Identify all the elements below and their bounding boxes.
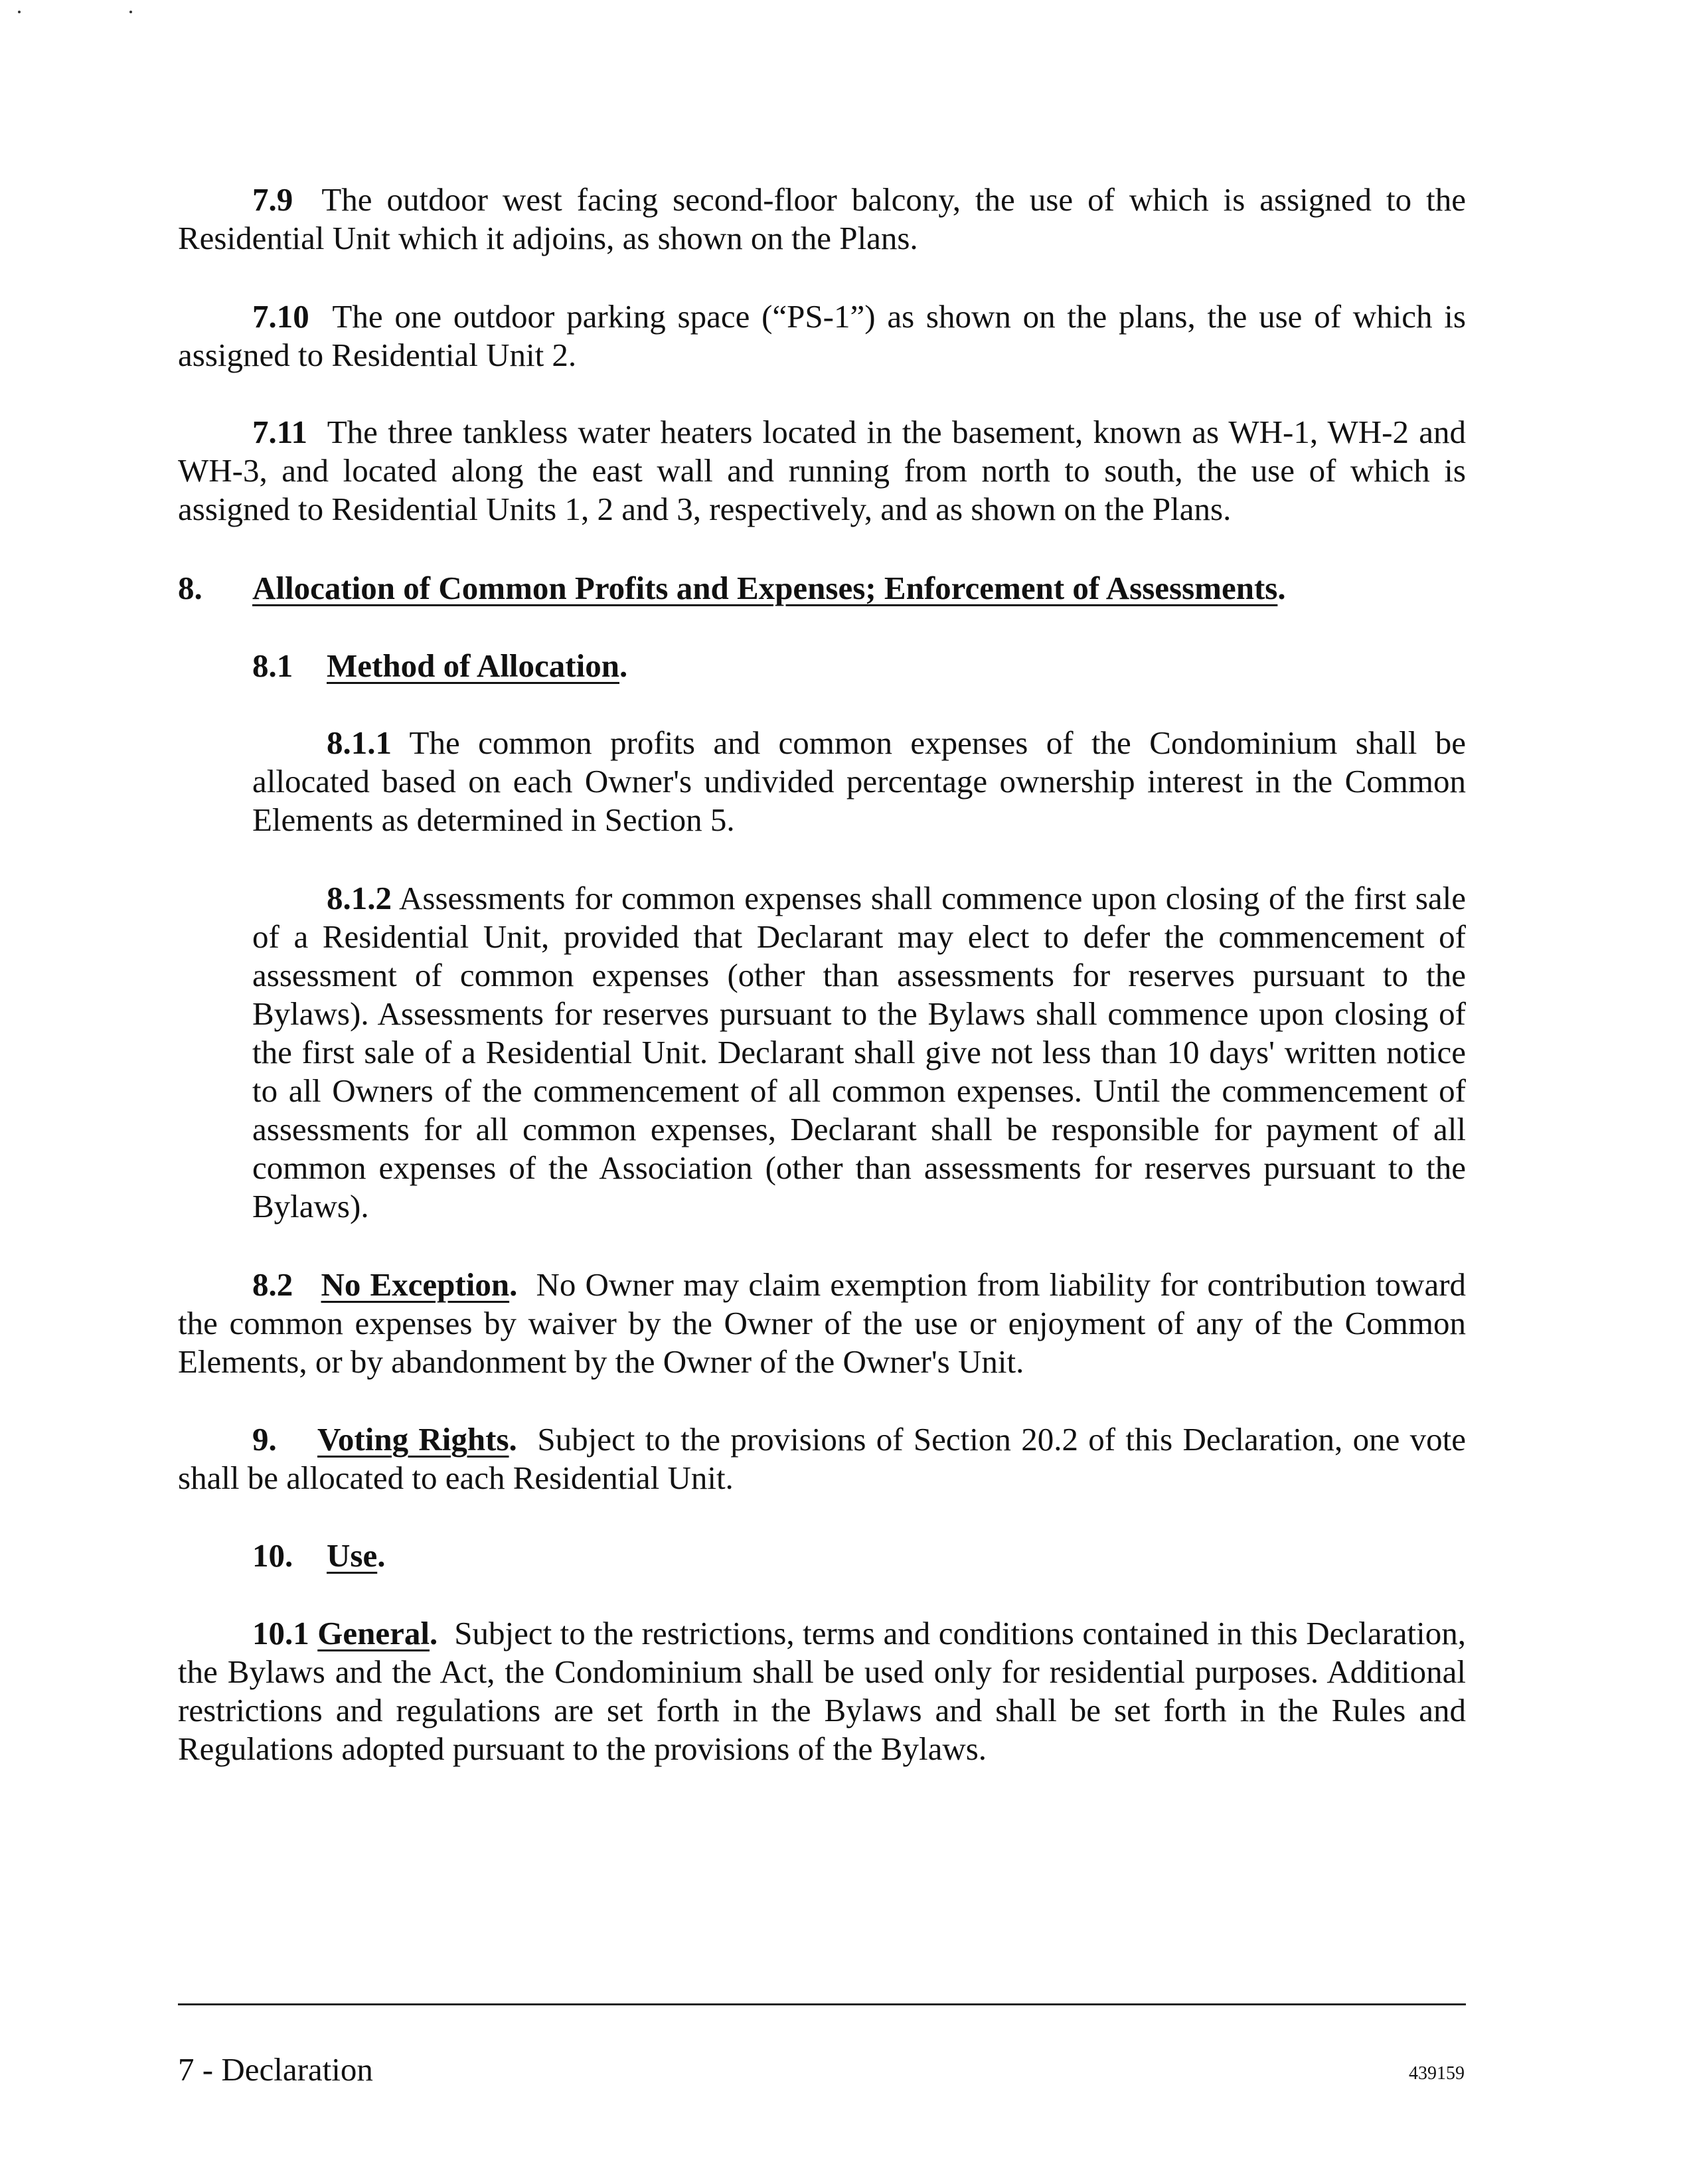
footer-rule [178, 2003, 1466, 2005]
section-8-period: . [1277, 570, 1286, 606]
footer-doc-number: 439159 [1409, 2063, 1465, 2084]
section-7-11-block [178, 413, 1466, 529]
section-10-1-paragraph [178, 1614, 1466, 1768]
section-9-block [178, 1420, 1466, 1497]
section-10-1-period: . [429, 1615, 438, 1651]
section-7-9-paragraph [178, 181, 1466, 258]
footer-page-label: 7 - Declaration [178, 2051, 373, 2088]
section-10-period: . [377, 1537, 386, 1574]
section-7-11-text: The three tankless water heaters located in the basement, known as WH-1, WH-2 and WH-3, and located along the east wall and running from north to south, the use of which is assigned to Residential Units 1, 2 and 3, respectively, and as shown on the Plans. [178, 414, 1466, 527]
section-10-1-number: 10.1 [252, 1615, 309, 1651]
section-7-10-text: The one outdoor parking space (“PS-1”) as shown on the plans, the use of which is assigned to Residential Unit 2. [178, 298, 1466, 373]
section-10-1-block [178, 1614, 1466, 1768]
section-9-number: 9. [252, 1421, 277, 1458]
section-7-10-number: 7.10 [252, 298, 309, 335]
section-10-1-text: Subject to the restrictions, terms and conditions contained in this Declaration, the Bylaws and the Act, the Condominium shall be used only for residential purposes. Additional restrictions and regulations are set forth in the Bylaws and shall be set forth in the Rules and Regulations adopted pursuant to the provisions of the Bylaws. [178, 1615, 1467, 1767]
section-8-1-number: 8.1 [252, 647, 293, 684]
section-7-10-paragraph [178, 297, 1466, 375]
section-8-1-period: . [619, 647, 628, 684]
section-8-title: Allocation of Common Profits and Expenses; Enforcement of Assessments [252, 570, 1278, 606]
section-8-2-title: No Exception [321, 1266, 510, 1303]
section-9-period: . [509, 1421, 517, 1458]
section-7-10-block [178, 297, 1466, 375]
section-8-2-text: No Owner may claim exemption from liability for contribution toward the common expenses by waiver by the Owner of the use or enjoyment of any of the Common Elements, or by abandonment by the Owner of the Owner's Unit. [178, 1266, 1467, 1380]
section-8-1-heading [252, 647, 628, 685]
section-9-title: Voting Rights [317, 1421, 509, 1458]
section-8-1-2-number: 8.1.2 [327, 880, 392, 916]
scan-speck [18, 11, 21, 13]
section-10-title: Use [327, 1537, 378, 1574]
section-8-2-block [178, 1266, 1466, 1381]
section-7-9-number: 7.9 [252, 181, 293, 218]
section-8-2-paragraph [178, 1266, 1466, 1381]
section-8-1-2-text: Assessments for common expenses shall commence upon closing of the first sale of a Residential Unit, provided that Declarant may elect to defer the commencement of assessment of common expenses (other than assessments for reserves pursuant to the Bylaws). Assessments for reserves pursuant to the Bylaws shall commence upon closing of the first sale of a Residential Unit. Declarant shall give not less than 10 days' written notice to all Owners of the commencement of all common expenses. Until the commencement of assessments for all common expenses, Declarant shall be responsible for payment of all common expenses of the Association (other than assessments for reserves pursuant to the Bylaws). [252, 880, 1467, 1224]
section-9-text: Subject to the provisions of Section 20.2 of this Declaration, one vote shall be allocated to each Residential Unit. [178, 1421, 1467, 1496]
section-8-1-1-text: The common profits and common expenses of the Condominium shall be allocated based on each Owner's undivided percentage ownership interest in the Common Elements as determined in Section 5. [252, 724, 1466, 838]
section-10-number: 10. [252, 1537, 293, 1574]
section-8-1-title: Method of Allocation [327, 647, 619, 684]
section-7-11-number: 7.11 [252, 414, 308, 450]
scan-speck [129, 11, 132, 13]
section-8-2-number: 8.2 [252, 1266, 293, 1303]
section-10-1-title: General [317, 1615, 430, 1651]
section-7-9-block [178, 181, 1466, 258]
section-9-paragraph [178, 1420, 1466, 1497]
section-7-11-paragraph [178, 413, 1466, 529]
section-8-heading [178, 569, 1286, 608]
section-8-1-1-block [252, 724, 1466, 839]
section-8-1-1-paragraph [252, 724, 1466, 839]
section-8-number: 8. [178, 570, 202, 606]
section-8-1-2-paragraph [252, 879, 1466, 1226]
section-8-1-1-number: 8.1.1 [327, 724, 392, 761]
section-7-9-text: The outdoor west facing second-floor balcony, the use of which is assigned to the Residential Unit which it adjoins, as shown on the Plans. [178, 181, 1466, 256]
section-8-2-period: . [509, 1266, 518, 1303]
section-10-heading [252, 1537, 386, 1575]
section-8-1-2-block [252, 879, 1466, 1226]
